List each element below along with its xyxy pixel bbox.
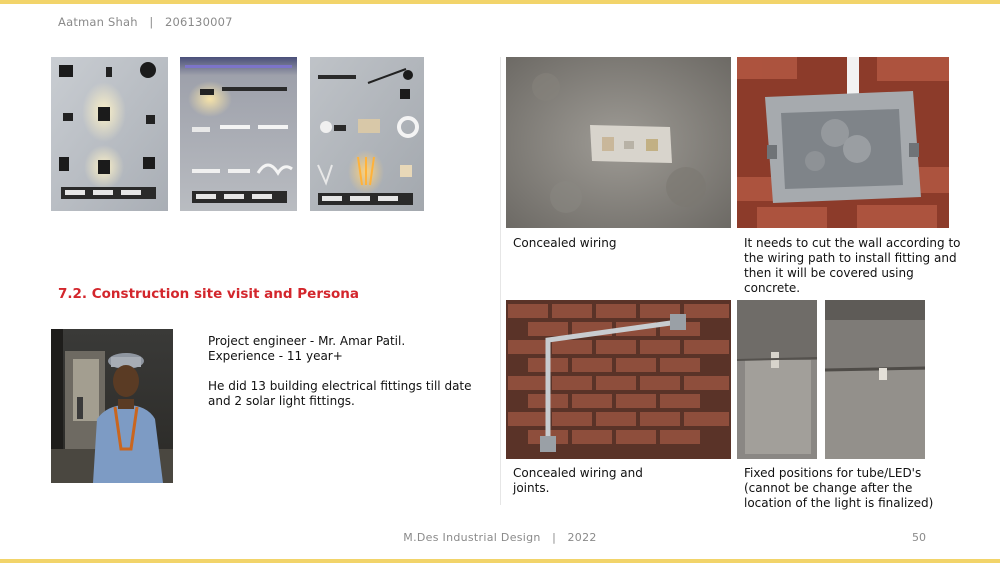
spot-lights-photo <box>310 57 424 211</box>
footer-year: 2022 <box>567 531 597 544</box>
concealed-wiring-photo <box>506 57 731 228</box>
persona-description-line-2: and 2 solar light fittings. <box>208 394 355 408</box>
persona-description-line-1: He did 13 building electrical fittings till date <box>208 379 472 393</box>
persona-engineer-line: Project engineer - Mr. Amar Patil. <box>208 334 406 348</box>
caption-cut-wall-line-2: the wiring path to install fitting and <box>744 251 957 265</box>
caption-fixed-positions-line-1: Fixed positions for tube/LED's <box>744 466 922 480</box>
caption-cut-wall-line-4: concrete. <box>744 281 801 295</box>
persona-details <box>208 334 472 409</box>
caption-fixed-positions-line-2: (cannot be change after the <box>744 481 913 495</box>
roll-number: 206130007 <box>164 15 233 29</box>
footer-program: M.Des Industrial Design <box>403 531 541 544</box>
persona-photo <box>51 329 173 483</box>
conduit-brick-wall-photo <box>506 300 731 459</box>
column-divider <box>500 57 501 505</box>
header-author-id <box>58 15 233 29</box>
caption-wiring-joints <box>513 466 643 496</box>
caption-cut-wall-line-3: then it will be covered using <box>744 266 914 280</box>
caption-concealed-wiring: Concealed wiring <box>513 236 617 250</box>
caption-cut-wall-line-1: It needs to cut the wall according to <box>744 236 961 250</box>
concrete-slot-photo-1 <box>737 300 817 459</box>
footer-separator: | <box>552 531 557 544</box>
metal-box-photo <box>737 57 949 228</box>
concrete-slot-photo-2 <box>825 300 925 459</box>
wall-lights-photo <box>51 57 168 211</box>
persona-experience-line: Experience - 11 year+ <box>208 349 343 363</box>
footer-program-year <box>0 531 1000 544</box>
page-number: 50 <box>912 531 926 544</box>
caption-fixed-positions <box>744 466 933 511</box>
section-title: 7.2. Construction site visit and Persona <box>58 286 360 302</box>
caption-fixed-positions-line-3: location of the light is finalized) <box>744 496 934 510</box>
caption-wiring-joints-line-1: Concealed wiring and <box>513 466 643 480</box>
caption-wiring-joints-line-2: joints. <box>513 481 550 495</box>
author-name: Aatman Shah <box>58 15 138 29</box>
caption-cut-wall <box>744 236 961 296</box>
bottom-accent-band <box>0 559 1000 563</box>
top-accent-band <box>0 0 1000 4</box>
header-separator: | <box>149 15 154 29</box>
linear-lights-photo <box>180 57 297 211</box>
